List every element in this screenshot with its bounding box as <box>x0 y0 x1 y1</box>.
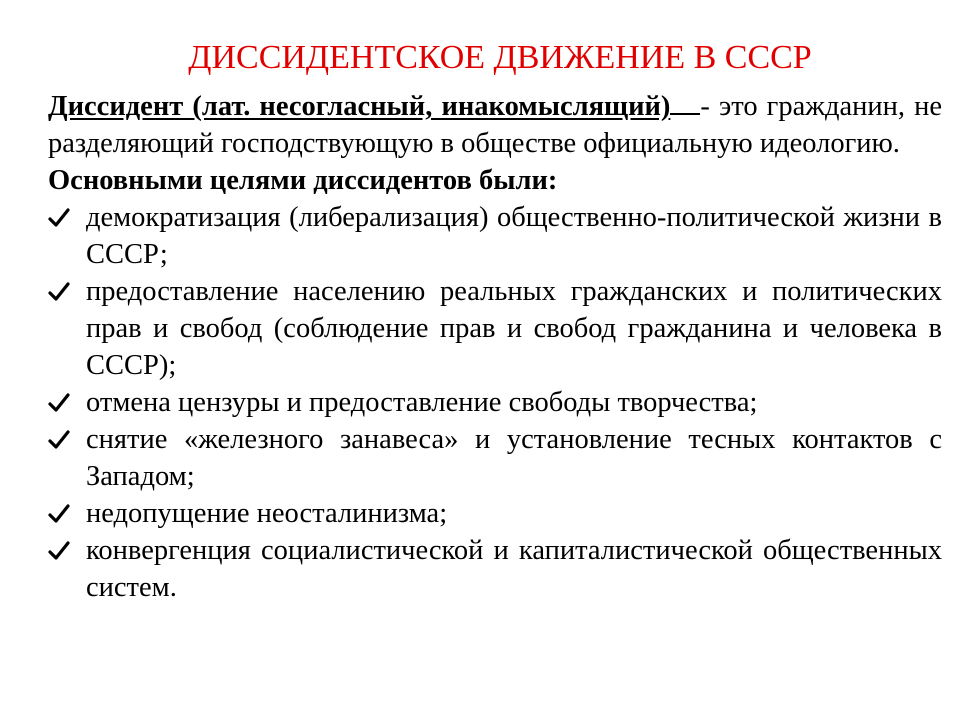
slide-content <box>48 88 942 606</box>
goal-text: демократизация (либерализация) общественно-политической жизни в СССР; <box>86 202 942 270</box>
list-item <box>48 495 942 532</box>
goals-list <box>48 199 942 606</box>
list-item <box>48 273 942 384</box>
check-mark-icon <box>48 421 76 458</box>
list-item <box>48 384 942 421</box>
goal-text: недопущение неосталинизма; <box>86 498 448 529</box>
underline-gap <box>670 93 700 115</box>
goal-text: отмена цензуры и предоставление свободы творчества; <box>86 387 758 418</box>
definition-paragraph <box>48 88 942 162</box>
check-mark-icon <box>48 532 76 569</box>
check-mark-icon <box>48 384 76 421</box>
goal-text: конвергенция социалистической и капиталистической общественных систем. <box>86 535 942 603</box>
goal-text: снятие «железного занавеса» и установление тесных контактов с Западом; <box>86 424 942 492</box>
goal-text: предоставление населению реальных гражданских и политических прав и свобод (соблюдение прав и свобод гражданина и человека в СССР); <box>86 276 942 381</box>
check-mark-icon <box>48 495 76 532</box>
check-mark-icon <box>48 199 76 236</box>
slide-title: ДИССИДЕНТСКОЕ ДВИЖЕНИЕ В СССР <box>188 39 812 76</box>
goals-heading: Основными целями диссидентов были: <box>48 165 558 196</box>
definition-term: Диссидент (лат. несогласный, инакомыслящий) <box>48 91 671 122</box>
list-item <box>48 199 942 273</box>
list-item <box>48 421 942 495</box>
definition-text: - это гражданин, не разделяющий господствующую в обществе официальную идеологию. <box>48 91 943 159</box>
check-mark-icon <box>48 273 76 310</box>
list-item <box>48 532 942 606</box>
